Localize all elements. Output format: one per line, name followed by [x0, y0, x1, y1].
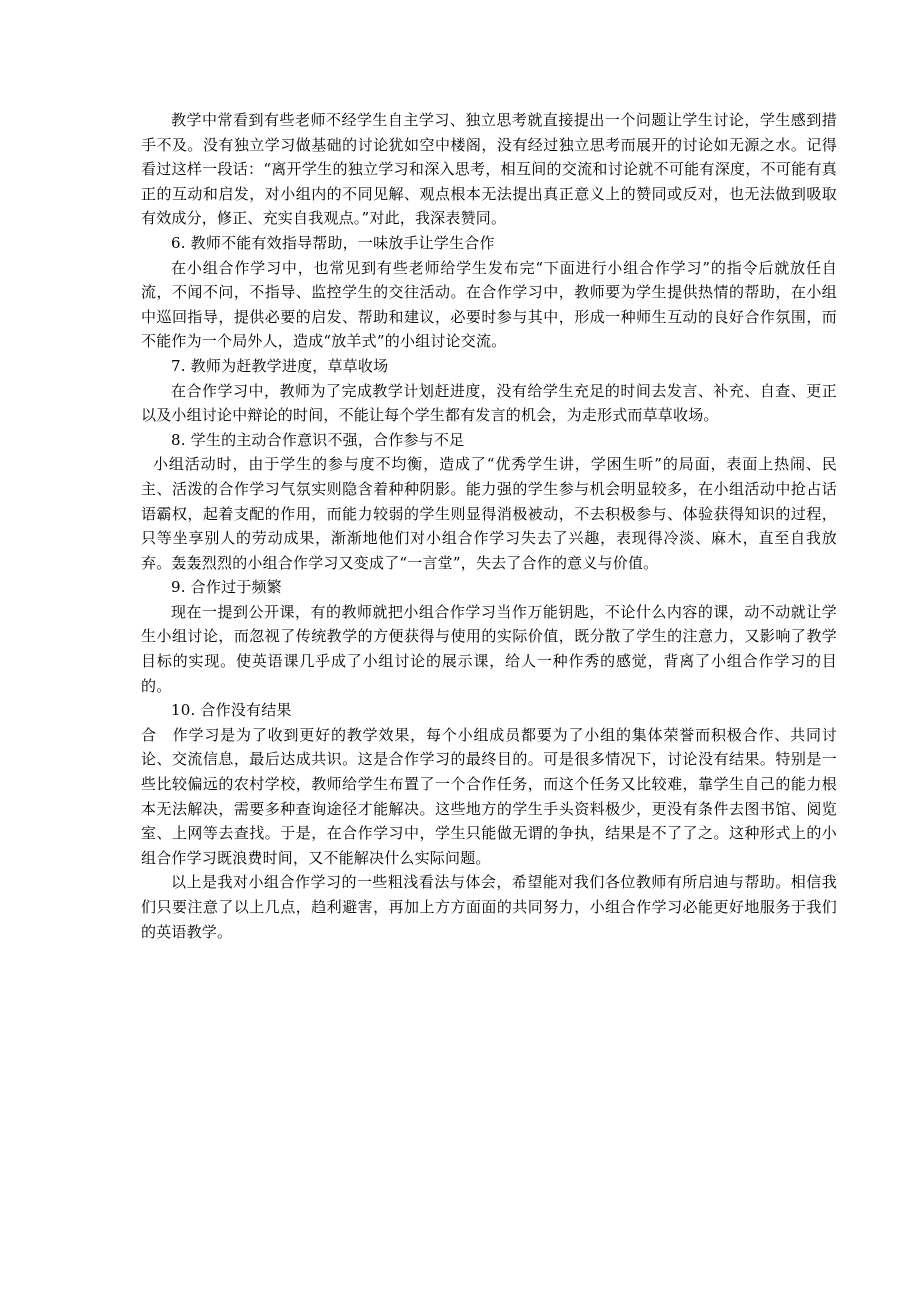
heading-item-6: 6. 教师不能有效指导帮助，一味放手让学生合作	[171, 233, 495, 252]
paragraph-conclusion: 以上是我对小组合作学习的一些粗浅看法与体会，希望能对我们各位教师有所启迪与帮助。相信我们只要注意了以上几点，趋利避害，再加上方方面面的共同努力，小组合作学习必能更好地服务于我们的英语教学。	[141, 873, 837, 941]
document-body	[141, 108, 837, 944]
paragraph-item-7: 在合作学习中，教师为了完成教学计划赶进度，没有给学生充足的时间去发言、补充、自查、更正以及小组讨论中辩论的时间，不能让每个学生都有发言的机会，为走形式而草草收场。	[141, 381, 837, 425]
paragraph-item-10: 合 作学习是为了收到更好的教学效果，每个小组成员都要为了小组的集体荣誉而积极合作、共同讨论、交流信息，最后达成共识。这是合作学习的最终目的。可是很多情况下，讨论没有结果。特别是一些比较偏远的农村学校，教师给学生布置了一个合作任务，而这个任务又比较难，靠学生自己的能力根本无法解决，需要多种查询途径才能解决。这些地方的学生手头资料极少，更没有条件去图书馆、阅览室、上网等去查找。于是，在合作学习中，学生只能做无谓的争执，结果是不了了之。这种形式上的小组合作学习既浪费时间，又不能解决什么实际问题。	[141, 725, 837, 867]
paragraph-intro: 教学中常看到有些老师不经学生自主学习、独立思考就直接提出一个问题让学生讨论，学生感到措手不及。没有独立学习做基础的讨论犹如空中楼阁，没有经过独立思考而展开的讨论如无源之水。记得看过这样一段话：“离开学生的独立学习和深入思考，相互间的交流和讨论就不可能有深度，不可能有真正的互动和启发，对小组内的不同见解、观点根本无法提出真正意义上的赞同或反对，也无法做到吸取有效成分，修正、充实自我观点。”对此，我深表赞同。	[141, 111, 837, 228]
paragraph-item-9: 现在一提到公开课，有的教师就把小组合作学习当作万能钥匙，不论什么内容的课，动不动就让学生小组讨论，而忽视了传统教学的方便获得与使用的实际价值，既分散了学生的注意力，又影响了教学目标的实现。使英语课几乎成了小组讨论的展示课，给人一种作秀的感觉，背离了小组合作学习的目的。	[141, 602, 837, 695]
heading-item-10: 10. 合作没有结果	[171, 701, 292, 720]
paragraph-item-6: 在小组合作学习中，也常见到有些老师给学生发布完“下面进行小组合作学习”的指令后就放任自流，不闻不问，不指导、监控学生的交往活动。在合作学习中，教师要为学生提供热情的帮助，在小组中巡回指导，提供必要的启发、帮助和建议，必要时参与其中，形成一种师生互动的良好合作氛围，而不能作为一个局外人，造成“放羊式”的小组讨论交流。	[141, 258, 837, 351]
paragraph-item-8: 小组活动时，由于学生的参与度不均衡，造成了“优秀学生讲，学困生听”的局面，表面上热闹、民主、活泼的合作学习气氛实则隐含着种种阴影。能力强的学生参与机会明显较多，在小组活动中抢占话语霸权，起着支配的作用，而能力较弱的学生则显得消极被动，不去积极参与、体验获得知识的过程，只等坐享别人的劳动成果，渐渐地他们对小组合作学习失去了兴趣，表现得冷淡、麻木，直至自我放弃。轰轰烈烈的小组合作学习又变成了“一言堂”，失去了合作的意义与价值。	[141, 455, 837, 572]
heading-item-9: 9. 合作过于频繁	[171, 578, 282, 597]
heading-item-8: 8. 学生的主动合作意识不强，合作参与不足	[171, 430, 465, 449]
heading-item-7: 7. 教师为赶教学进度，草草收场	[171, 356, 389, 375]
